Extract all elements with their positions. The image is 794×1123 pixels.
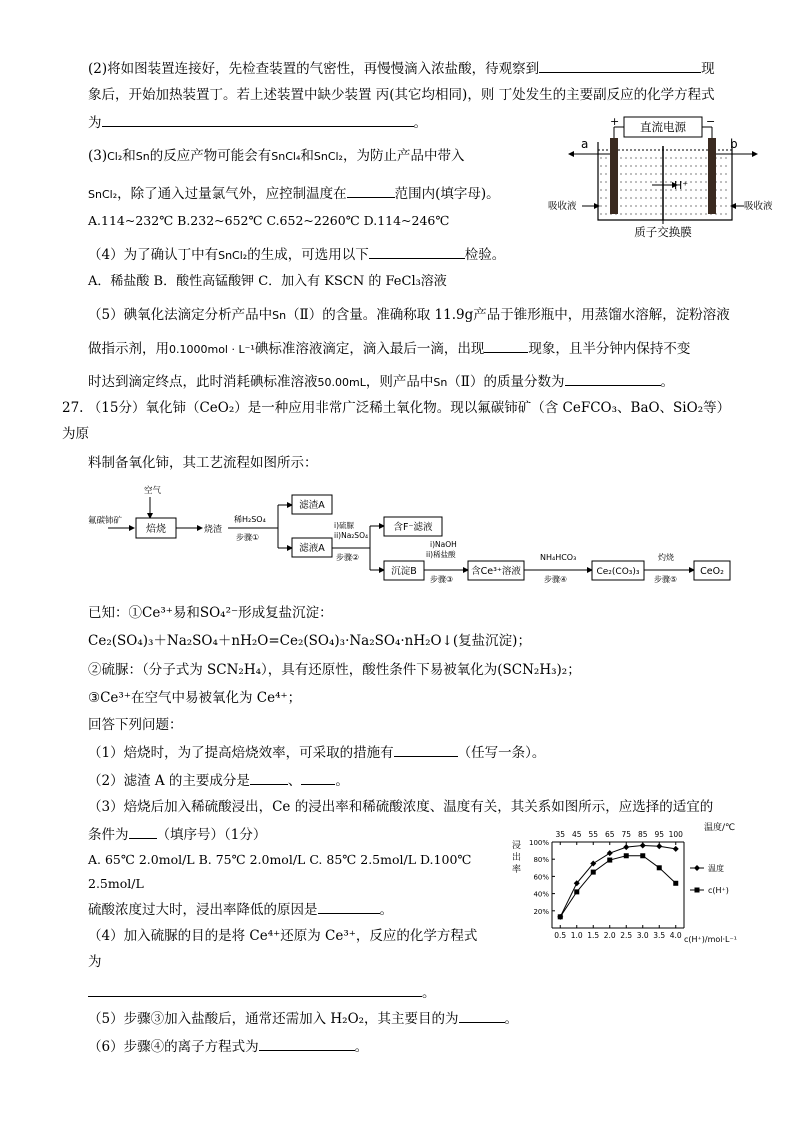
q26-part2-line1: (2)将如图装置连接好，先检查装置的气密性，再慢慢滴入浓盐酸，待观察到 现 xyxy=(88,58,715,79)
membrane-label: 质子交换膜 xyxy=(634,225,692,239)
q27-s4-line3: 。 xyxy=(88,982,436,1003)
air-label: 空气 xyxy=(144,486,162,496)
data-point-square xyxy=(574,889,579,894)
anode xyxy=(610,138,618,214)
filtrate-a-label: 滤液A xyxy=(299,543,325,554)
absorb-right-label: 吸收液 xyxy=(744,201,773,212)
data-point-square xyxy=(640,853,645,858)
x-tick-label: 3.5 xyxy=(653,931,666,940)
nh4hco3-label: NH₄HCO₃ xyxy=(540,553,577,562)
step1-label: 步骤① xyxy=(236,533,260,542)
x-top-tick-label: 75 xyxy=(621,830,632,839)
legend-label: c(H⁺) xyxy=(708,886,729,895)
data-point-square xyxy=(591,870,596,875)
data-point-diamond xyxy=(607,850,613,856)
answer-blank[interactable] xyxy=(259,1036,355,1051)
q26-part3-line2: SnCl₂，除了通入过量氯气外，应控制温度在 范围内(填字母)。 xyxy=(88,183,500,205)
y-axis-label-1: 浸 xyxy=(512,841,522,851)
data-point-diamond xyxy=(623,844,629,850)
q26-part4-line1: （4）为了确认丁中有SnCl₂的生成，可选用以下 检验。 xyxy=(88,244,505,266)
legend-marker xyxy=(695,888,700,893)
data-point-square xyxy=(673,881,678,886)
reagent2a-label: i)硫脲 xyxy=(334,521,355,530)
q27-s3-reason: 硫酸浓度过大时，浸出率降低的原因是 。 xyxy=(88,899,393,920)
answer-blank[interactable] xyxy=(102,112,414,127)
answer-blank[interactable] xyxy=(88,982,422,997)
q26-part4-options: A．稀盐酸 B．酸性高锰酸钾 C．加入有 KSCN 的 FeCl₃溶液 xyxy=(88,274,447,289)
x-tick-label: 4.0 xyxy=(669,931,682,940)
ceo2-label: CeO₂ xyxy=(700,566,724,577)
answer-blank[interactable] xyxy=(347,183,395,198)
answer-blank[interactable] xyxy=(459,1008,505,1023)
port-b-label: b xyxy=(730,137,738,151)
q26-part5-line1: （5）碘氧化法滴定分析产品中Sn（Ⅱ）的含量。准确称取 11.9g产品于锥形瓶中，用蒸馏水溶解，淀粉溶液 xyxy=(88,307,730,323)
acid-label: 稀H₂SO₄ xyxy=(234,515,266,524)
legend-marker xyxy=(694,865,700,871)
q27-heading-2: 为原 xyxy=(62,426,89,442)
known-2: ②硫脲：（分子式为 SCN₂H₄），具有还原性，酸性条件下易被氧化为(SCN₂H₃)₂； xyxy=(88,662,581,678)
plus-sign: + xyxy=(610,115,620,128)
x-bottom-axis-label: c(H⁺)/mol·L⁻¹ xyxy=(684,935,737,944)
x-top-tick-label: 85 xyxy=(637,830,648,839)
x-top-tick-label: 45 xyxy=(571,830,582,839)
answer-blank[interactable] xyxy=(250,770,288,785)
q27-heading: 27. （15分）氧化铈（CeO₂）是一种应用非常广泛稀土氧化物。现以氟碳铈矿（含 CeFCO₃、BaO、SiO₂等） xyxy=(62,400,731,416)
x-top-axis-label: 温度/℃ xyxy=(704,823,736,833)
known-1: 已知：①Ce³⁺易和SO₄²⁻形成复盐沉淀： xyxy=(88,605,333,621)
x-top-tick-label: 35 xyxy=(555,830,566,839)
q26-part3-options: A.114~232℃ B.232~652℃ C.652~2260℃ D.114~246℃ xyxy=(88,213,450,228)
h-ion-label: H⁺ xyxy=(674,179,689,192)
y-tick-label: 40% xyxy=(533,890,549,899)
answer-blank[interactable] xyxy=(565,371,661,386)
y-tick-label: 20% xyxy=(533,907,549,916)
power-supply-label: 直流电源 xyxy=(640,120,686,134)
reagent3b-label: ii)稀盐酸 xyxy=(426,550,456,559)
calcine-label: 灼烧 xyxy=(658,553,674,562)
step5-label: 步骤⑤ xyxy=(654,575,678,584)
answer-blank[interactable] xyxy=(369,244,465,259)
data-point-square xyxy=(657,865,662,870)
electrolysis-diagram xyxy=(548,112,778,242)
q27-s3-options: A. 65℃ 2.0mol/L B. 75℃ 2.0mol/L C. 85℃ 2.5mol/L D.100℃ xyxy=(88,852,472,867)
reagent2b-label: ii)Na₂SO₄ xyxy=(334,531,368,540)
step4-label: 步骤④ xyxy=(544,575,568,584)
reagent3a-label: i)NaOH xyxy=(430,540,457,549)
x-top-tick-label: 95 xyxy=(654,830,665,839)
data-point-diamond xyxy=(656,843,662,849)
x-top-tick-label: 55 xyxy=(588,830,599,839)
data-point-diamond xyxy=(640,842,646,848)
x-tick-label: 0.5 xyxy=(554,931,567,940)
port-a-label: a xyxy=(581,137,589,151)
q27-s4-line1: （4）加入硫脲的目的是将 Ce⁴⁺还原为 Ce³⁺，反应的化学方程式 xyxy=(88,928,478,944)
data-point-diamond xyxy=(673,846,679,852)
roasted-label: 烧渣 xyxy=(204,525,223,535)
data-point-square xyxy=(558,914,563,919)
cathode xyxy=(708,138,716,214)
answer-blank[interactable] xyxy=(484,338,528,353)
minus-sign: − xyxy=(706,115,716,128)
answer-blank[interactable] xyxy=(129,824,157,839)
q26-part2-line2: 象后，开始加热装置丁。若上述装置中缺少装置 丙(其它均相同)，则 丁处发生的主要副反应的化学方程式 xyxy=(88,87,715,103)
step3-label: 步骤③ xyxy=(430,575,454,584)
fluoride-label: 含F⁻滤液 xyxy=(393,522,433,533)
x-tick-label: 2.0 xyxy=(603,931,616,940)
q27-s4-line2: 为 xyxy=(88,954,102,970)
y-axis-label-2: 出 xyxy=(512,853,522,863)
q27-heading-3: 料制备氧化铈，其工艺流程如图所示： xyxy=(88,455,318,471)
residue-a-label: 滤渣A xyxy=(299,500,325,511)
answer-blank[interactable] xyxy=(301,770,335,785)
data-point-square xyxy=(607,858,612,863)
y-tick-label: 60% xyxy=(533,873,549,882)
answer-blank[interactable] xyxy=(394,742,458,757)
x-tick-label: 1.5 xyxy=(587,931,600,940)
known-3: ③Ce³⁺在空气中易被氧化为 Ce⁴⁺； xyxy=(88,690,302,706)
q27-s6: （6）步骤④的离子方程式为 。 xyxy=(88,1036,368,1057)
step2-label: 步骤② xyxy=(336,553,360,562)
q27-s5: （5）步骤③加入盐酸后，通常还需加入 H₂O₂，其主要目的为 。 xyxy=(88,1008,518,1029)
absorb-left-label: 吸收液 xyxy=(548,201,577,212)
x-tick-label: 2.5 xyxy=(620,931,633,940)
q27-s1: （1）焙烧时，为了提高焙烧效率，可采取的措施有 （任写一条）。 xyxy=(88,742,545,763)
data-point-square xyxy=(624,853,629,858)
q26-part5-line2: 做指示剂，用0.1000mol · L⁻¹碘标准溶液滴定，滴入最后一滴，出现 现象，且半分钟内保持不变 xyxy=(88,338,690,360)
process-flowchart xyxy=(88,480,738,590)
known-equation: Ce₂(SO₄)₃＋Na₂SO₄＋nH₂O=Ce₂(SO₄)₃·Na₂SO₄·nH₂O↓(复盐沉淀)； xyxy=(88,633,531,649)
q27-s3-line1: （3）焙烧后加入稀硫酸浸出，Ce 的浸出率和稀硫酸浓度、温度有关，其关系如图所示，应选择的适宜的 xyxy=(88,799,714,815)
q26-part5-line3: 时达到滴定终点，此时消耗碘标准溶液50.00mL，则产品中Sn（Ⅱ）的质量分数为 。 xyxy=(88,371,674,393)
q26-part2-line3: 为 。 xyxy=(88,112,427,133)
y-tick-label: 80% xyxy=(533,856,549,865)
ore-label: 氟碳铈矿 xyxy=(88,516,123,526)
answer-blank[interactable] xyxy=(539,58,701,73)
q27-s3-options-2: 2.5mol/L xyxy=(88,876,144,891)
x-tick-label: 1.0 xyxy=(570,931,583,940)
y-axis-label-3: 率 xyxy=(512,865,522,875)
roast-label: 焙烧 xyxy=(146,524,166,535)
x-tick-label: 3.0 xyxy=(636,931,649,940)
x-top-tick-label: 100 xyxy=(668,830,683,839)
carbonate-label: Ce₂(CO₃)₃ xyxy=(596,567,640,577)
series-line-2 xyxy=(560,856,676,917)
precipitate-b-label: 沉淀B xyxy=(391,566,417,577)
x-top-tick-label: 65 xyxy=(604,830,615,839)
q27-s2: （2）滤渣 A 的主要成分是 、 。 xyxy=(88,770,349,791)
y-tick-label: 100% xyxy=(528,839,549,847)
leaching-rate-chart xyxy=(508,818,748,948)
ce3-label: 含Ce³⁺溶液 xyxy=(471,566,521,577)
q27-s3-line2: 条件为 （填序号）（1分） xyxy=(88,824,266,845)
legend-label: 温度 xyxy=(708,864,724,873)
q26-part3-line1: (3)Cl₂和Sn的反应产物可能会有SnCl₄和SnCl₂，为防止产品中带入 xyxy=(88,148,465,164)
answer-blank[interactable] xyxy=(318,899,380,914)
answer-prompt: 回答下列问题： xyxy=(88,717,183,733)
